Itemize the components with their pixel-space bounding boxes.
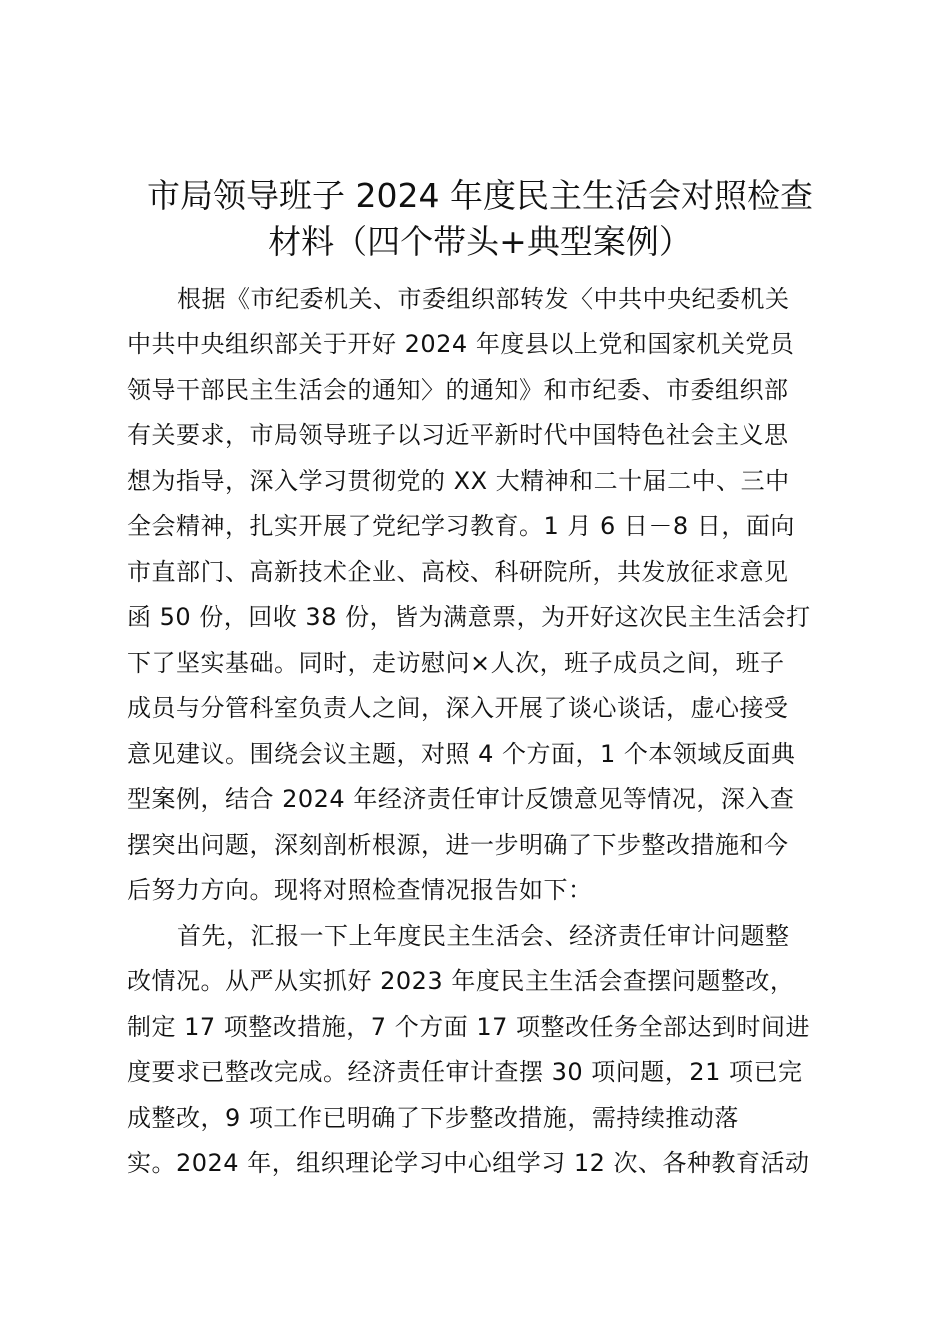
paragraph-1-line: 全会精神，扎实开展了党纪学习教育。1 月 6 日－8 日，面向	[127, 512, 795, 540]
paragraph-1-line: 意见建议。围绕会议主题，对照 4 个方面，1 个本领域反面典	[127, 740, 796, 768]
paragraph-2-line: 制定 17 项整改措施，7 个方面 17 项整改任务全部达到时间进	[127, 1013, 810, 1041]
paragraph-1-line: 摆突出问题，深刻剖析根源，进一步明确了下步整改措施和今	[127, 831, 789, 859]
document-title-line-2: 材料（四个带头+典型案例）	[268, 222, 692, 261]
paragraph-1-line: 有关要求，市局领导班子以习近平新时代中国特色社会主义思	[127, 421, 789, 449]
paragraph-1-line: 想为指导，深入学习贯彻党的 XX 大精神和二十届二中、三中	[127, 467, 790, 495]
paragraph-1-line: 市直部门、高新技术企业、高校、科研院所，共发放征求意见	[127, 558, 789, 586]
paragraph-1-line: 函 50 份，回收 38 份，皆为满意票，为开好这次民主生活会打	[127, 603, 811, 631]
paragraph-2-line: 度要求已整改完成。经济责任审计查摆 30 项问题，21 项已完	[127, 1058, 803, 1086]
paragraph-2-line: 成整改，9 项工作已明确了下步整改措施，需持续推动落	[127, 1104, 739, 1132]
paragraph-2-line: 首先，汇报一下上年度民主生活会、经济责任审计问题整	[177, 922, 790, 950]
paragraph-1-line: 型案例，结合 2024 年经济责任审计反馈意见等情况，深入查	[127, 785, 795, 813]
paragraph-1-line: 后努力方向。现将对照检查情况报告如下：	[127, 876, 593, 904]
paragraph-2-line: 实。2024 年，组织理论学习中心组学习 12 次、各种教育活动	[127, 1149, 810, 1177]
document-title-line-1: 市局领导班子 2024 年度民主生活会对照检查	[147, 176, 813, 215]
paragraph-1-line: 成员与分管科室负责人之间，深入开展了谈心谈话，虚心接受	[127, 694, 789, 722]
paragraph-1-line: 中共中央组织部关于开好 2024 年度县以上党和国家机关党员	[127, 330, 795, 358]
paragraph-1-line: 根据《市纪委机关、市委组织部转发〈中共中央纪委机关	[177, 285, 790, 313]
paragraph-2-line: 改情况。从严从实抓好 2023 年度民主生活会查摆问题整改，	[127, 967, 795, 995]
paragraph-1-line: 领导干部民主生活会的通知〉的通知》和市纪委、市委组织部	[127, 376, 789, 404]
paragraph-1-line: 下了坚实基础。同时，走访慰问×人次，班子成员之间，班子	[127, 649, 785, 677]
